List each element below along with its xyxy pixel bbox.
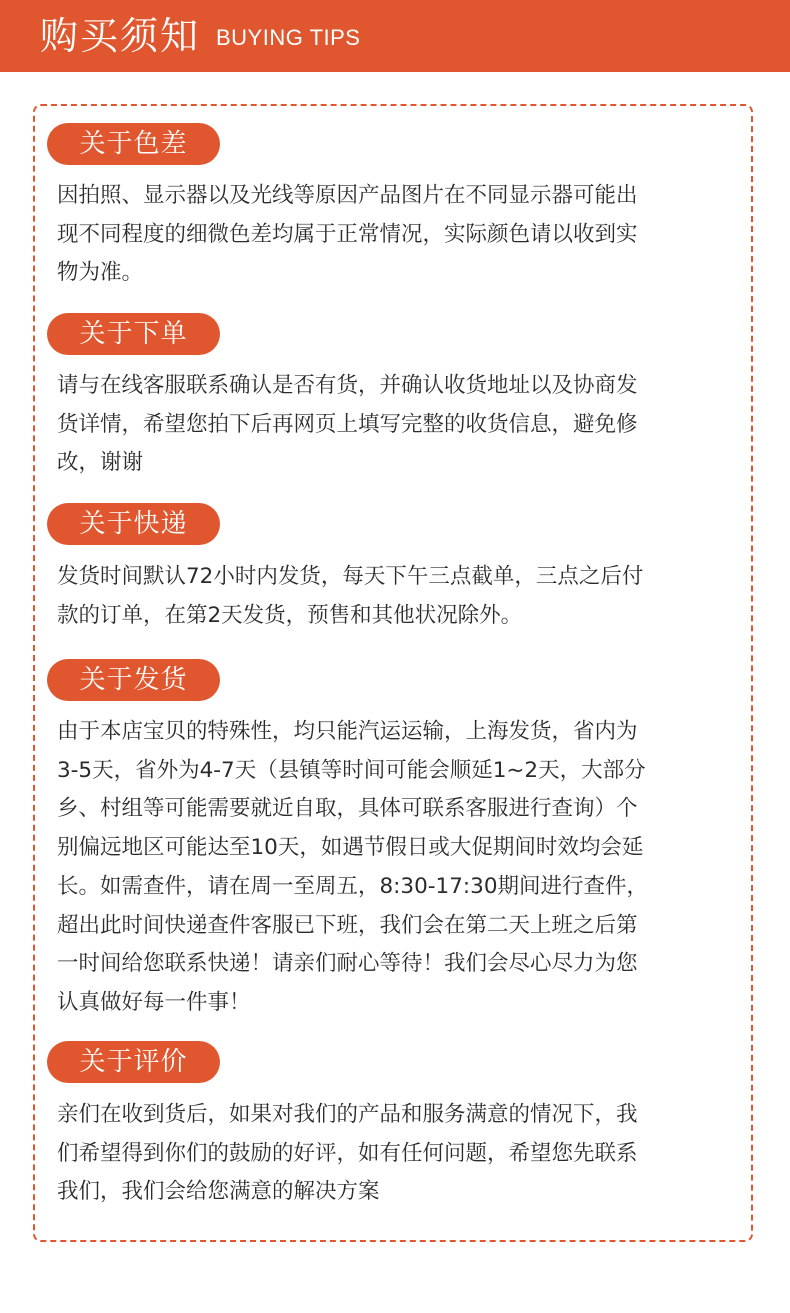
text-line: 由于本店宝贝的特殊性，均只能汽运运输，上海发货，省内为 <box>57 719 638 744</box>
section-label-express: 关于快递 <box>47 503 220 545</box>
text-line: 货详情，希望您拍下后再网页上填写完整的收货信息，避免修 <box>57 411 638 437</box>
header-banner <box>0 0 790 72</box>
text-line: 我们，我们会给您满意的解决方案 <box>57 1179 380 1205</box>
text-line: 长。如需查件，请在周一至周五，8:30-17:30期间进行查件， <box>57 873 649 899</box>
section-text-color-difference <box>57 177 735 293</box>
text-line: 亲们在收到货后，如果对我们的产品和服务满意的情况下，我 <box>57 1102 638 1127</box>
text-line: 们希望得到你们的鼓励的好评，如有任何问题，希望您先联系 <box>57 1140 638 1166</box>
text-line: 物为准。 <box>57 260 144 286</box>
text-line: 请与在线客服联系确认是否有货，并确认收货地址以及协商发 <box>57 373 638 398</box>
text-line: 一时间给您联系快递！请亲们耐心等待！我们会尽心尽力为您 <box>57 951 638 977</box>
text-line: 改，谢谢 <box>57 450 144 476</box>
section-text-shipping <box>57 713 735 1023</box>
text-line: 乡、村组等可能需要就近自取，具体可联系客服进行查询）个 <box>57 796 638 822</box>
text-line: 现不同程度的细微色差均属于正常情况，实际颜色请以收到实 <box>57 221 638 247</box>
text-line: 发货时间默认72小时内发货，每天下午三点截单，三点之后付 <box>57 564 644 589</box>
text-line: 别偏远地区可能达至10天，如遇节假日或大促期间时效均会延 <box>57 835 644 861</box>
section-label-color-difference: 关于色差 <box>47 123 220 165</box>
text-line: 认真做好每一件事！ <box>57 989 251 1015</box>
text-line: 3-5天，省外为4-7天（县镇等时间可能会顺延1~2天，大部分 <box>57 757 646 783</box>
page-title: 购买须知 <box>40 14 201 58</box>
section-text-ordering <box>57 367 735 483</box>
text-line: 款的订单，在第2天发货，预售和其他状况除外。 <box>57 602 523 628</box>
text-line: 因拍照、显示器以及光线等原因产品图片在不同显示器可能出 <box>57 183 638 208</box>
section-label-review: 关于评价 <box>47 1041 220 1083</box>
page-subtitle: BUYING TIPS <box>216 25 361 50</box>
section-text-express <box>57 558 735 635</box>
text-line: 超出此时间快递查件客服已下班，我们会在第二天上班之后第 <box>57 912 638 938</box>
section-label-ordering: 关于下单 <box>47 313 220 355</box>
section-label-shipping: 关于发货 <box>47 659 220 701</box>
section-text-review <box>57 1096 735 1212</box>
